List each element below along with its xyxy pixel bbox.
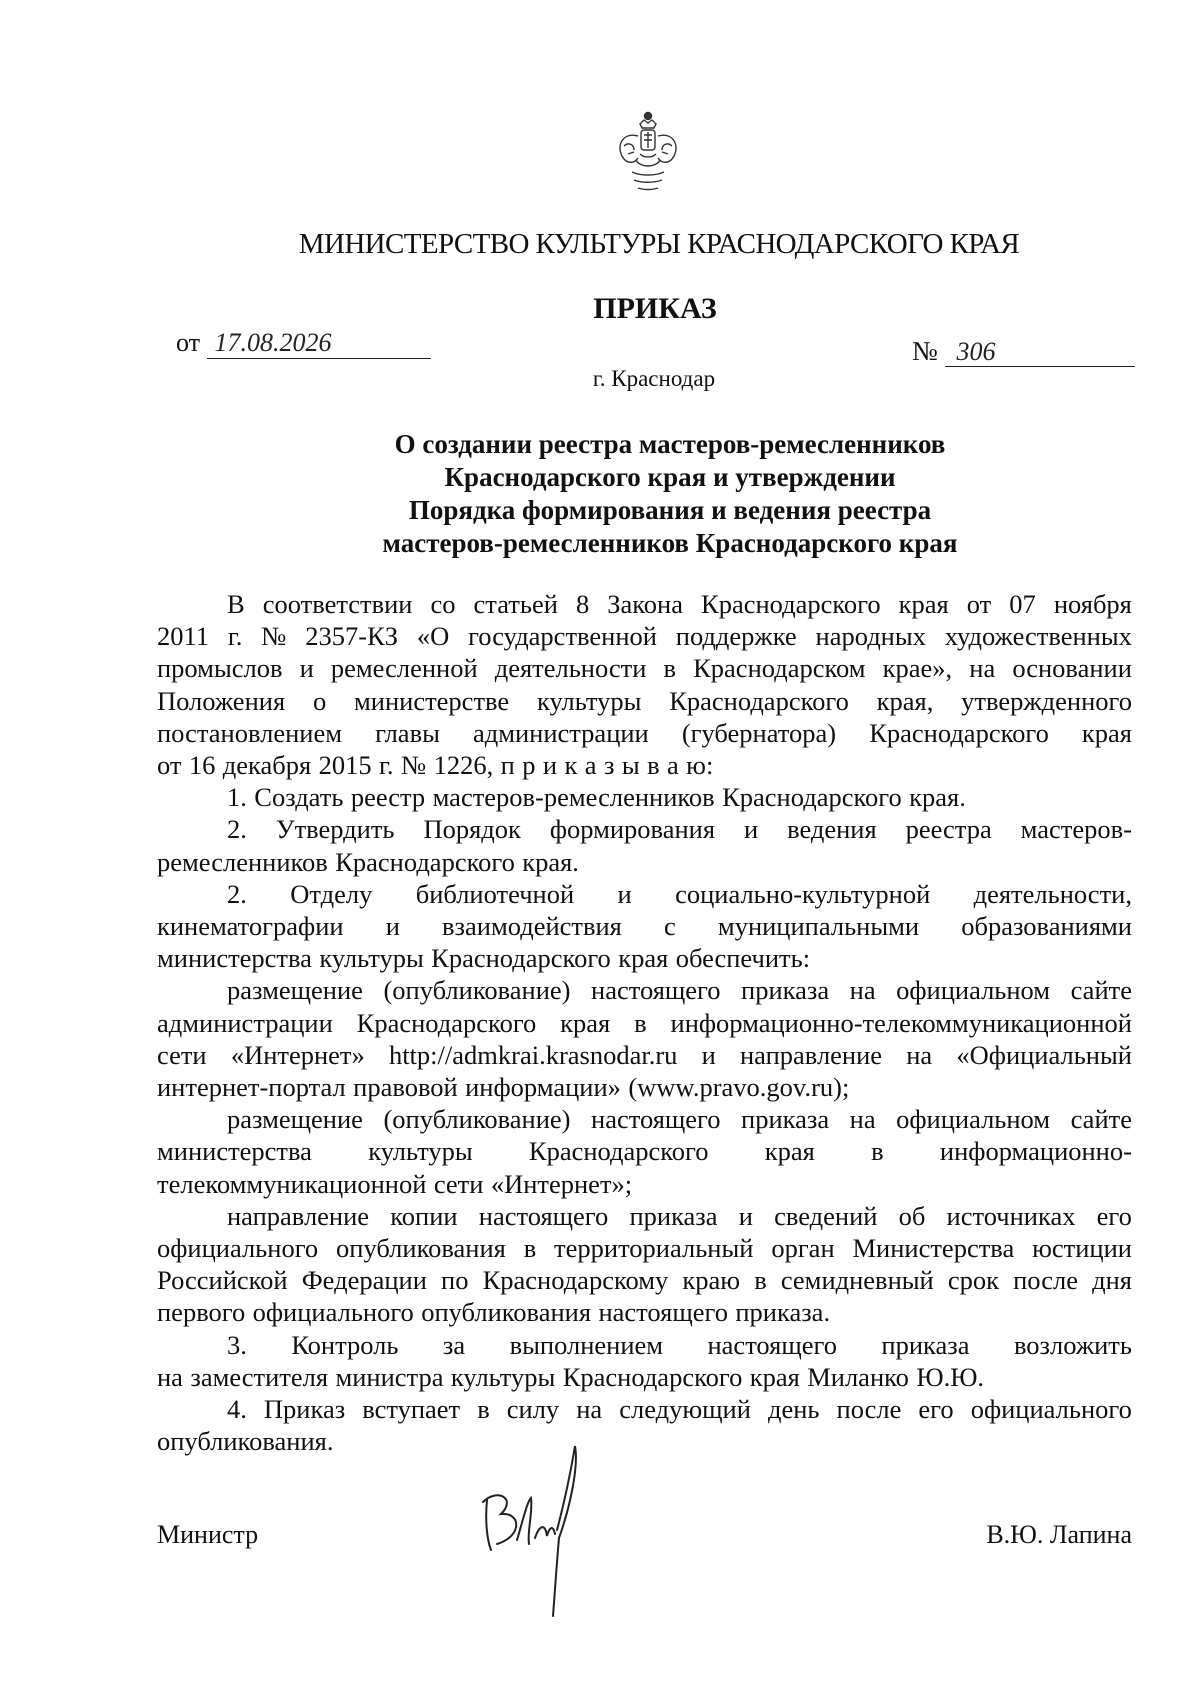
body-line: 3. Контроль за выполнением настоящего приказа возложить: [227, 1329, 1132, 1360]
title-line: Порядка формирования и ведения реестра: [408, 495, 932, 525]
body-line: администрации Краснодарского края в информационно-телекоммуникационной: [157, 1007, 1132, 1038]
number-prefix: №: [912, 336, 938, 366]
body-line: постановлением главы администрации (губернатора) Краснодарского края: [157, 717, 1132, 748]
body-line: 2011 г. № 2357-КЗ «О государственной поддержке народных художественных: [157, 621, 1132, 652]
body-line: В соответствии со статьей 8 Закона Краснодарского края от 07 ноября: [227, 589, 1132, 619]
ministry-name: МИНИСТЕРСТВО КУЛЬТУРЫ КРАСНОДАРСКОГО КРАЯ: [298, 228, 1020, 260]
city: г. Краснодар: [592, 366, 716, 391]
body-line: Российской Федерации по Краснодарскому краю в семидневный срок после дня: [157, 1265, 1132, 1296]
date-value: 17.08.2026: [207, 328, 431, 359]
document-title: [300, 428, 1040, 560]
body-line: 1. Создать реестр мастеров-ремесленников Краснодарского края.: [227, 782, 966, 813]
title-line: мастеров-ремесленников Краснодарского края: [382, 528, 958, 558]
number-value: 306: [945, 338, 1135, 367]
body-line: размещение (опубликование) настоящего приказа на официальном сайте: [227, 975, 1132, 1006]
body-line: телекоммуникационной сети «Интернет»;: [157, 1168, 633, 1199]
body-line: на заместителя министра культуры Краснодарского края Миланко Ю.Ю.: [157, 1361, 985, 1392]
body-line: министерства культуры Краснодарского края в информационно-: [157, 1136, 1132, 1167]
signatory-title: Министр: [157, 1520, 259, 1549]
body-line: министерства культуры Краснодарского края обеспечить:: [157, 943, 811, 974]
document-body: [157, 588, 1132, 1457]
title-line: О создании реестра мастеров-ремесленников: [394, 429, 946, 459]
body-line: промыслов и ремесленной деятельности в Краснодарском крае», на основании: [157, 653, 1132, 684]
body-line: от 16 декабря 2015 г. № 1226, п р и к а з ы в а ю:: [157, 750, 714, 781]
body-line: Положения о министерстве культуры Краснодарского края, утвержденного: [157, 685, 1132, 716]
body-line: кинематографии и взаимодействия с муниципальными образованиями: [157, 911, 1132, 942]
body-line: размещение (опубликование) настоящего приказа на официальном сайте: [227, 1104, 1132, 1135]
signatory-name: В.Ю. Лапина: [986, 1520, 1132, 1549]
body-line: сети «Интернет» http://admkrai.krasnodar.ru и направление на «Официальный: [157, 1039, 1132, 1070]
body-line: 4. Приказ вступает в силу на следующий день после его официального: [227, 1394, 1132, 1425]
body-line: 2. Утвердить Порядок формирования и ведения реестра мастеров-: [227, 814, 1132, 845]
body-line: 2. Отделу библиотечной и социально-культурной деятельности,: [227, 878, 1132, 909]
body-line: опубликования.: [157, 1426, 334, 1457]
coat-of-arms-emblem: [610, 110, 686, 202]
number-field: [912, 336, 1135, 367]
date-prefix: от: [176, 328, 201, 357]
handwritten-signature: [457, 1440, 617, 1620]
body-line: ремесленников Краснодарского края.: [157, 846, 579, 877]
body-line: официального опубликования в территориальный орган Министерства юстиции: [157, 1233, 1132, 1264]
body-line: направление копии настоящего приказа и сведений об источниках его: [227, 1200, 1132, 1231]
body-line: интернет-портал правовой информации» (www.pravo.gov.ru);: [157, 1072, 850, 1103]
body-line: первого официального опубликования настоящего приказа.: [157, 1297, 831, 1328]
date-field: [176, 328, 431, 359]
title-line: Краснодарского края и утверждении: [444, 462, 896, 492]
document-type: ПРИКАЗ: [593, 292, 717, 325]
